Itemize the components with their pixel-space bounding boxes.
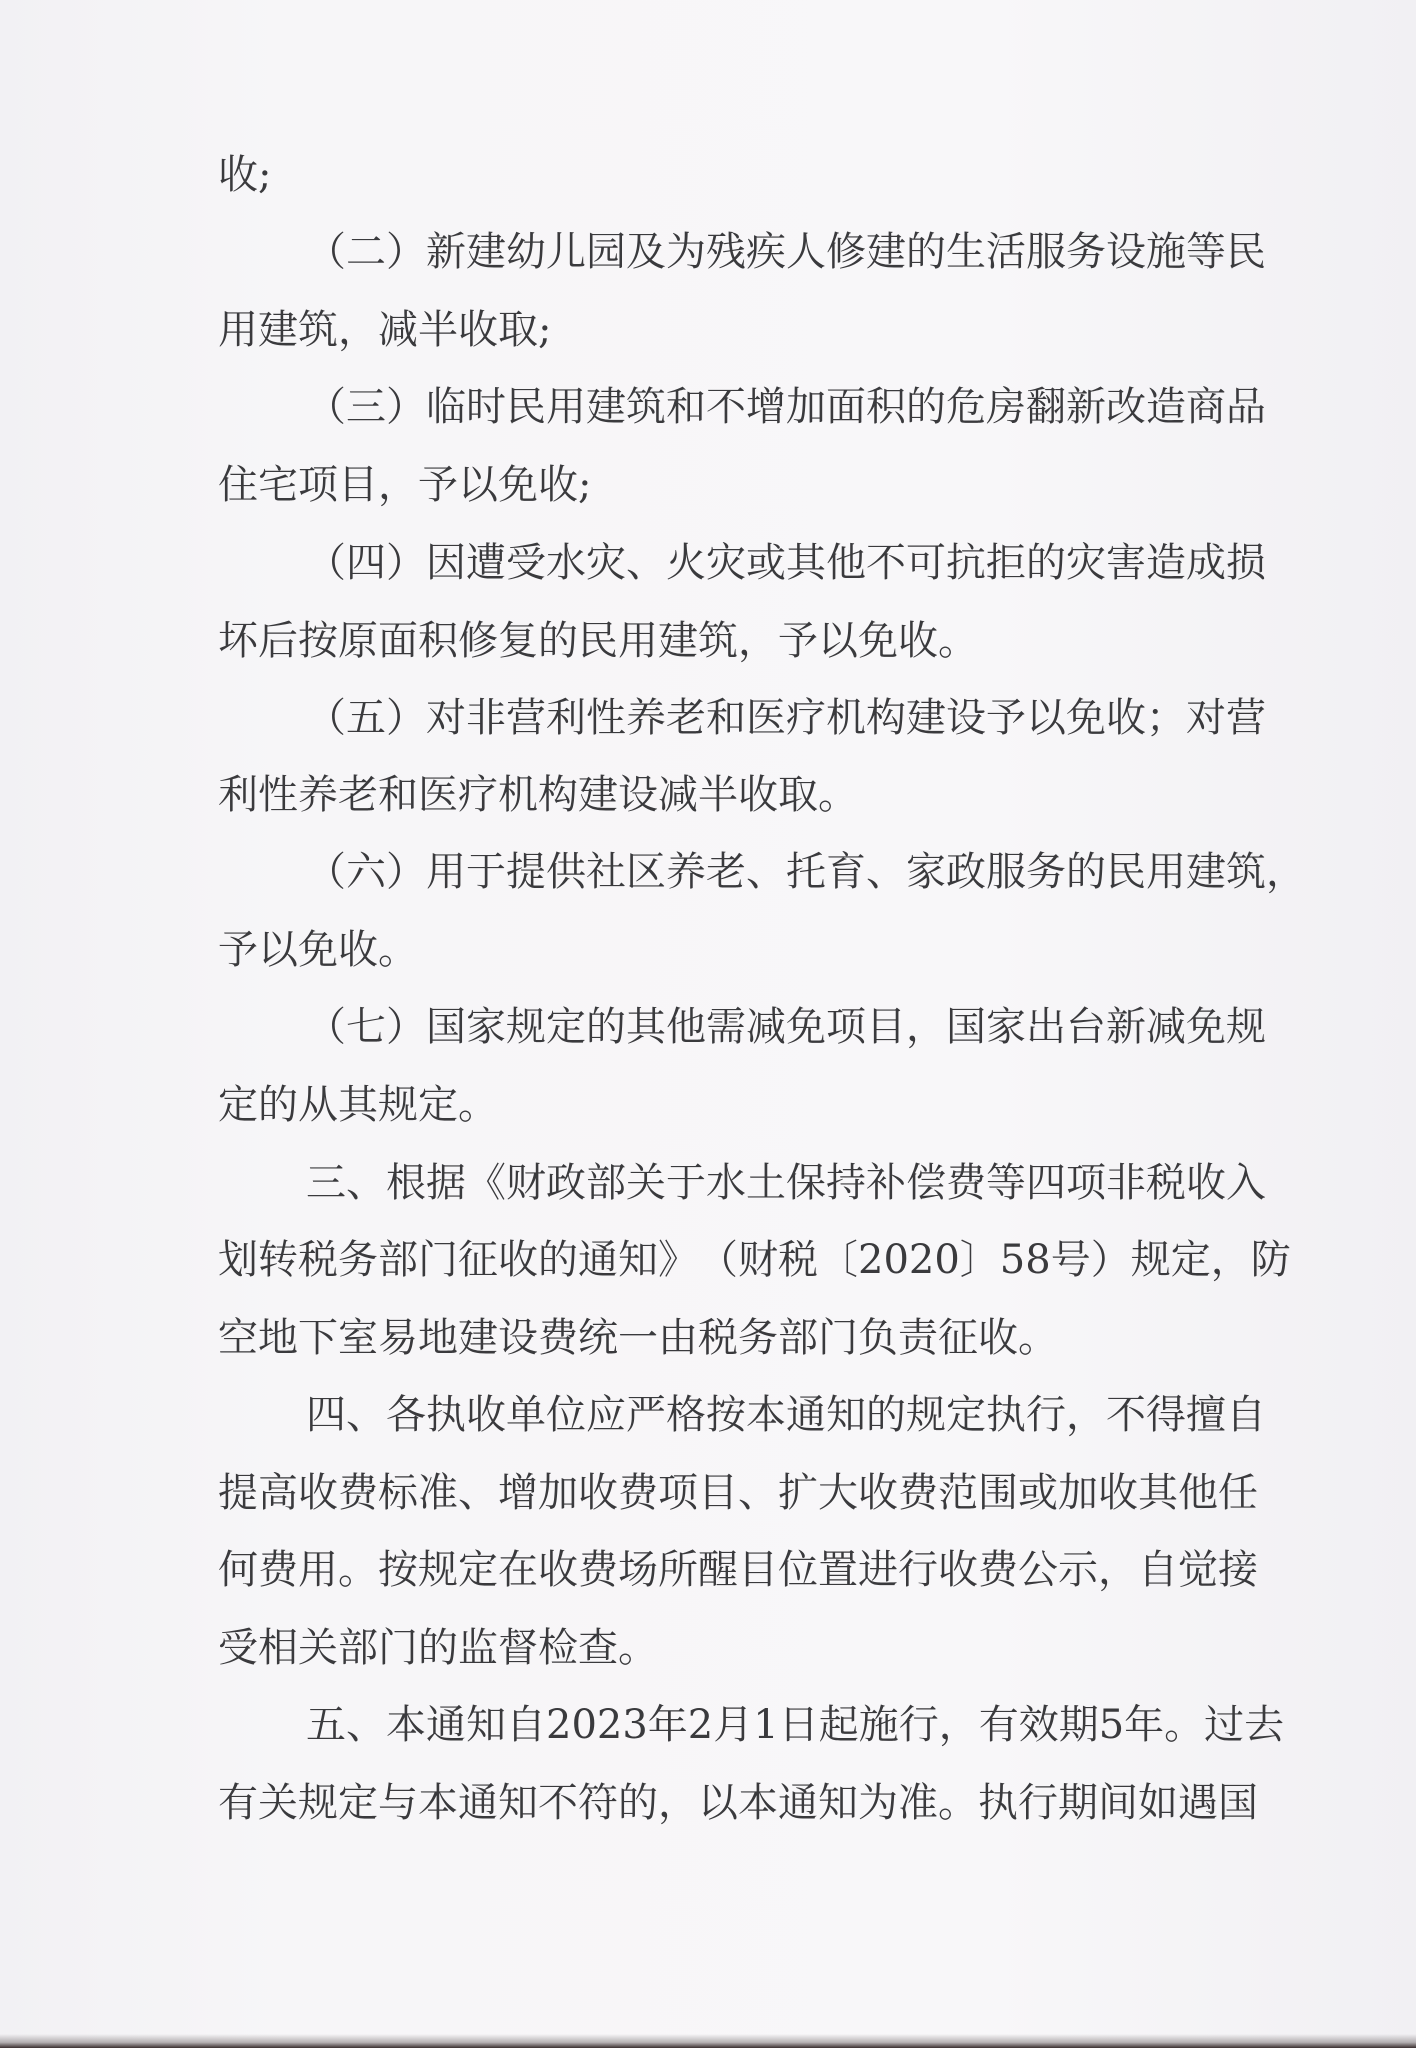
text-line: （ 七 ） 国 家 规 定 的 其 他 需 减 免 项 目 ， 国 家 出 台 新 减 免 规 [306,1004,1266,1050]
text-line: 五 、 本 通 知 自 2023 年 2 月 1 日 起 施 行 ， 有 效 期 5 年 。 过 去 [306,1702,1285,1748]
text-line: 划 转 税 务 部 门 征 收 的 通 知 》 （ 财 税 〔 2020 〕 58 号 ） 规 定 ， 防 [218,1237,1291,1283]
text-line: 何 费 用 。 按 规 定 在 收 费 场 所 醒 目 位 置 进 行 收 费 公 示 ， 自 觉 接 [218,1547,1258,1593]
text-line: （ 三 ） 临 时 民 用 建 筑 和 不 增 加 面 积 的 危 房 翻 新 改 造 商 品 [306,384,1266,430]
text-line: （ 五 ） 对 非 营 利 性 养 老 和 医 疗 机 构 建 设 予 以 免 收 ； 对 营 [306,695,1266,741]
text-line: 坏后按原面积修复的民用建筑，予以免收。 [218,618,978,664]
text-line: 收; [218,152,272,198]
text-line: 定的从其规定。 [218,1082,498,1128]
text-line: 三 、 根 据 《 财 政 部 关 于 水 土 保 持 补 偿 费 等 四 项 非 税 收 入 [306,1160,1266,1206]
text-line: 用建筑，减半收取; [218,307,552,353]
text-line: 有 关 规 定 与 本 通 知 不 符 的 ， 以 本 通 知 为 准 。 执 行 期 间 如 遇 国 [218,1780,1258,1826]
text-line: 四 、 各 执 收 单 位 应 严 格 按 本 通 知 的 规 定 执 行 ， 不 得 擅 自 [306,1392,1266,1438]
text-line: （ 六 ） 用 于 提 供 社 区 养 老 、 托 育 、 家 政 服 务 的 民 用 建 筑 ， [306,849,1306,895]
text-line: 予以免收。 [218,927,418,973]
text-line: （ 二 ） 新 建 幼 儿 园 及 为 残 疾 人 修 建 的 生 活 服 务 设 施 等 民 [306,229,1266,275]
text-line: （ 四 ） 因 遭 受 水 灾 、 火 灾 或 其 他 不 可 抗 拒 的 灾 害 造 成 损 [306,540,1266,586]
text-line: 利性养老和医疗机构建设减半收取。 [218,772,858,818]
text-line: 住宅项目，予以免收; [218,462,592,508]
text-line: 提 高 收 费 标 准 、 增 加 收 费 项 目 、 扩 大 收 费 范 围 或 加 收 其 他 任 [218,1470,1258,1516]
text-line: 受相关部门的监督检查。 [218,1625,658,1671]
text-line: 空地下室易地建设费统一由税务部门负责征收。 [218,1315,1058,1361]
